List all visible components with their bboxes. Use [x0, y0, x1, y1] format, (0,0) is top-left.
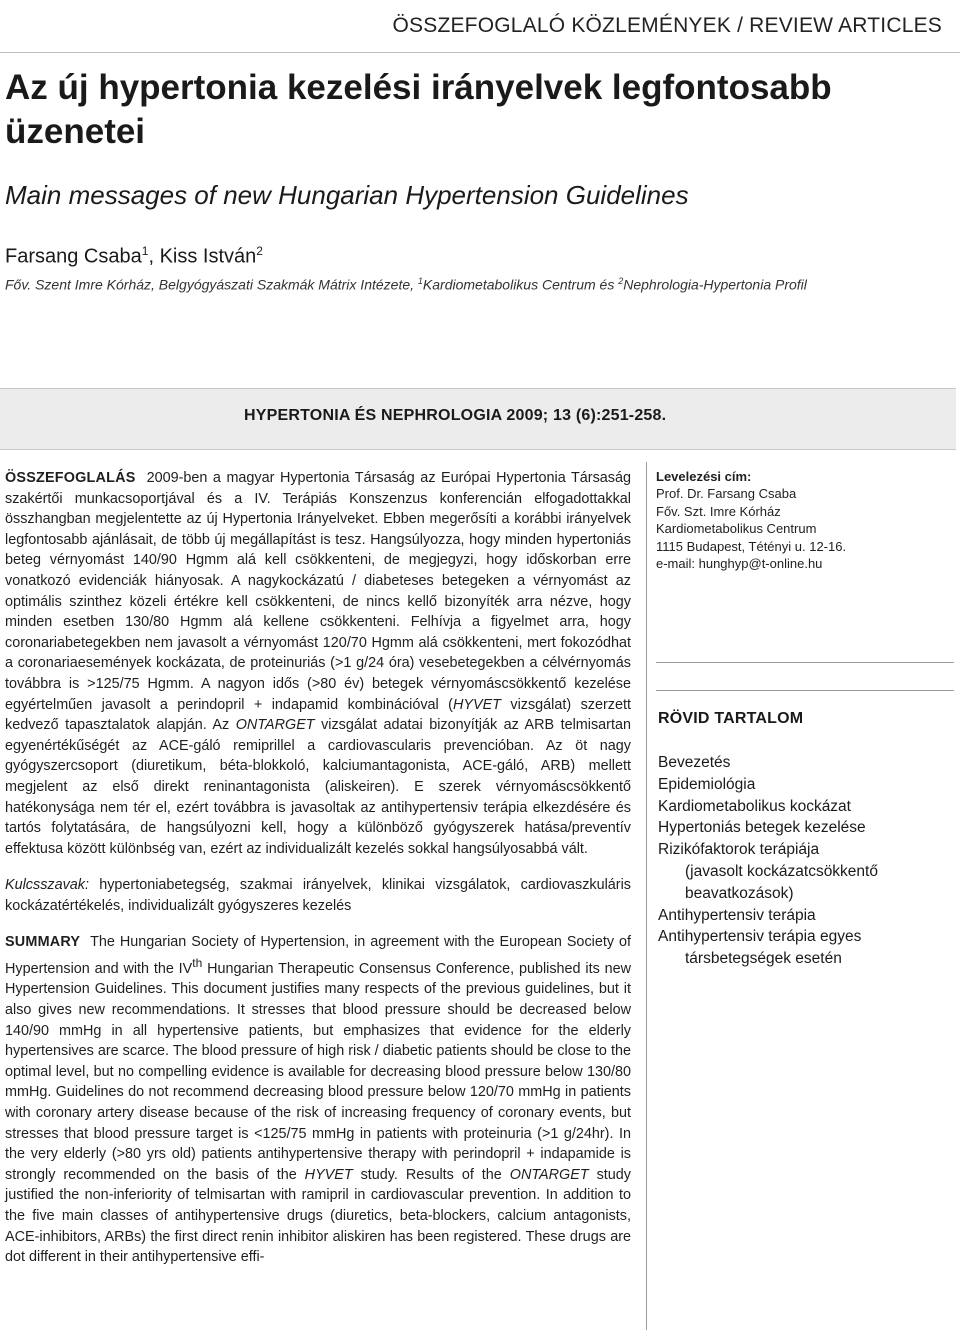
toc-item: társbetegségek esetén	[685, 950, 842, 968]
sidebar-rule	[656, 662, 954, 663]
article-subtitle: Main messages of new Hungarian Hypertension Guidelines	[5, 180, 689, 210]
citation-band	[0, 388, 956, 450]
author-affiliation-mark: 2	[256, 244, 263, 258]
toc-item: Antihypertensiv terápia	[658, 906, 816, 924]
abstract-column	[5, 468, 631, 1268]
author-separator: ,	[148, 245, 160, 268]
affiliation-mark: 2	[618, 276, 624, 286]
abstract-english	[5, 932, 631, 1267]
author-affiliation-mark: 1	[141, 244, 149, 258]
author-name: Kiss István	[159, 245, 257, 268]
author-name: Farsang Csaba	[5, 245, 142, 268]
summary-text: The Hungarian Society of Hypertension, in agreement with the European Society of Hypertension and with the IV	[5, 934, 631, 977]
toc-heading: RÖVID TARTALOM	[658, 710, 804, 727]
correspondence-line: Főv. Szt. Imre Kórház	[656, 503, 781, 519]
abstract-text: vizsgálat adatai bizonyítják az ARB telmisartan egyenértékűségét az ACE-gáló remiprillel a cardiovascularis prevencióban. Az öt nagy gyógyszercsoport (diuretikum, béta-blokkoló, kalciumantagonista, ACE-gáló, ARB) mellett megjelent az első direkt reninantagonista (aliskeiren). E szerek vérnyomáscsökkentő hatékonysága nem tér el, ezért továbbra is javasoltak az antihypertensiv terápia elkezdésére és tartós folytatására, de hangsúlyozni kell, hogy a különböző gyógyszerek hatása/preventív effektusa között különbség van, ezért az individualizált kezelés sokkal hangsúlyosabbá vált.	[5, 717, 631, 857]
keywords-text: hypertoniabetegség, szakmai irányelvek, klinikai vizsgálatok, cardiovaszkuláris kockázatértékelés, individualizált gyógyszeres kezelés	[5, 877, 631, 914]
abstract-trial-name: ONTARGET	[235, 717, 315, 734]
toc-item: Hypertoniás betegek kezelése	[658, 819, 866, 837]
correspondence-line: Kardiometabolikus Centrum	[656, 521, 817, 536]
toc-item: Antihypertensiv terápia egyes	[658, 928, 862, 946]
column-divider	[646, 462, 647, 1330]
toc-item: Bevezetés	[658, 754, 731, 771]
summary-trial-name: ONTARGET	[509, 1166, 589, 1183]
affiliation	[5, 276, 945, 293]
correspondence-line: Prof. Dr. Farsang Csaba	[656, 486, 797, 501]
abstract-text: 2009-ben a magyar Hypertonia Társaság az Európai Hypertonia Társaság szakértői munkacsoportjával és a IV. Terápiás Konszenzus konferencián elfogadottakkal összhangban megjelentette az új Hypertonia Irányelveket. Ebben megerősíti a korábbi irányelvek legfontosabb ajánlásait, de több új megállapítást is tesz. Hangsúlyozza, hogy minden hypertoniás beteg vérnyomást 140/90 Hgmm alá kell csökkenteni, de megjegyzi, hogy időskorban erre vonatkozó evidenciák hiányosak. A nagykockázatú / diabeteses betegeken a vérnyomást az optimális szinthez közeli értékre kell csökkenteni, de nincs kellő bizonyíték arra nézve, hogy minden esetben 130/80 Hgmm alá kellene csökkenteni. Felhívja a figyelmet arra, hogy coronariabetegekben nem javasolt a vérnyomást 120/70 Hgmm alá csökkenteni, mert fokozódhat a coronariaesemények kockázata, de proteinuriás (>1 g/24 óra) vesebetegekben a célvérnyomás továbbra is >125/75 Hgmm. A nagyon idős (>80 év) betegek vérnyomáscsökkentő kezelése egyértelműen javasolt a perindopril + indapamid kombinációval (	[5, 470, 631, 713]
abstract-hungarian	[5, 468, 631, 859]
abstract-text: vizsgálat) szerzett kedvező tapasztalatok alapján. Az	[5, 696, 631, 734]
summary-text: study justified the non-inferiority of telmisartan with ramipril in cardiovascular prevention. In addition to the five main classes of antihypertensive drugs (diuretics, beta-blockers, calcium antagonists, ACE-inhibitors, ARBs) the first direct renin inhibitor aliskiren has been registered. These drugs are dot different in their antihypertensive effi-	[5, 1166, 631, 1266]
correspondence-line: 1115 Budapest, Tétényi u. 12-16.	[656, 538, 847, 554]
abstract-trial-name: HYVET	[452, 696, 501, 713]
journal-header-bar	[0, 0, 960, 53]
affiliation-institution: Főv. Szent Imre Kórház, Belgyógyászati Szakmák Mátrix Intézete,	[5, 276, 415, 293]
summary-text: Hungarian Therapeutic Consensus Conference, published its new Hypertension Guidelines. This document justifies many respects of the previous guidelines, but it also gives new recommendations. It stresses that blood pressure should be decreased below 140/90 mmHg in all hypertensive patients, but emphasizes that evidence for the elderly hypertensives are scarce. The blood pressure of high risk / diabetic patients should be close to the optimal level, but no compelling evidence is available for decreasing blood pressure below 130/80 mmHg. Guidelines do not recommend decreasing blood pressure below 120/70 mmHg in patients with coronary artery disease because of the risk of increasing frequency of coronary events, but stresses that blood pressure target is <125/75 mmHg in patients with proteinuria (>1 g/24hr). In the very elderly (>80 yrs old) patients antihypertensive therapy with perindopril + indapamide is strongly recommended on the basis of the	[5, 960, 631, 1183]
affiliation-unit: Kardiometabolikus Centrum és	[422, 276, 615, 293]
summary-text: study. Results of the	[352, 1166, 510, 1183]
toc-item: (javasolt kockázatcsökkentő	[685, 862, 878, 880]
abstract-heading: ÖSSZEFOGLALÁS	[5, 470, 136, 486]
summary-ordinal: th	[192, 956, 203, 971]
journal-citation: HYPERTONIA ÉS NEPHROLOGIA 2009; 13 (6):251-258.	[244, 407, 667, 424]
toc-item: Kardiometabolikus kockázat	[658, 797, 851, 815]
affiliation-mark: 1	[417, 276, 423, 286]
toc-item: beavatkozások)	[685, 884, 794, 902]
sidebar-rule	[656, 690, 954, 691]
article-title: Az új hypertonia kezelési irányelvek legfontosabb üzenetei	[5, 68, 832, 151]
section-label: ÖSSZEFOGLALÓ KÖZLEMÉNYEK / REVIEW ARTICLES	[392, 14, 942, 37]
summary-heading: SUMMARY	[5, 934, 81, 951]
keywords-label: Kulcsszavak:	[5, 877, 89, 894]
toc-item: Rizikófaktorok terápiája	[658, 841, 820, 859]
correspondence-heading: Levelezési cím:	[656, 469, 752, 484]
table-of-contents	[658, 752, 956, 970]
summary-trial-name: HYVET	[304, 1166, 353, 1183]
author-list	[5, 244, 263, 269]
correspondence-block	[656, 468, 956, 573]
keywords	[5, 875, 631, 916]
affiliation-unit: Nephrologia-Hypertonia Profil	[623, 276, 807, 293]
toc-item: Epidemiológia	[658, 775, 756, 793]
correspondence-email: e-mail: hunghyp@t-online.hu	[656, 556, 823, 571]
